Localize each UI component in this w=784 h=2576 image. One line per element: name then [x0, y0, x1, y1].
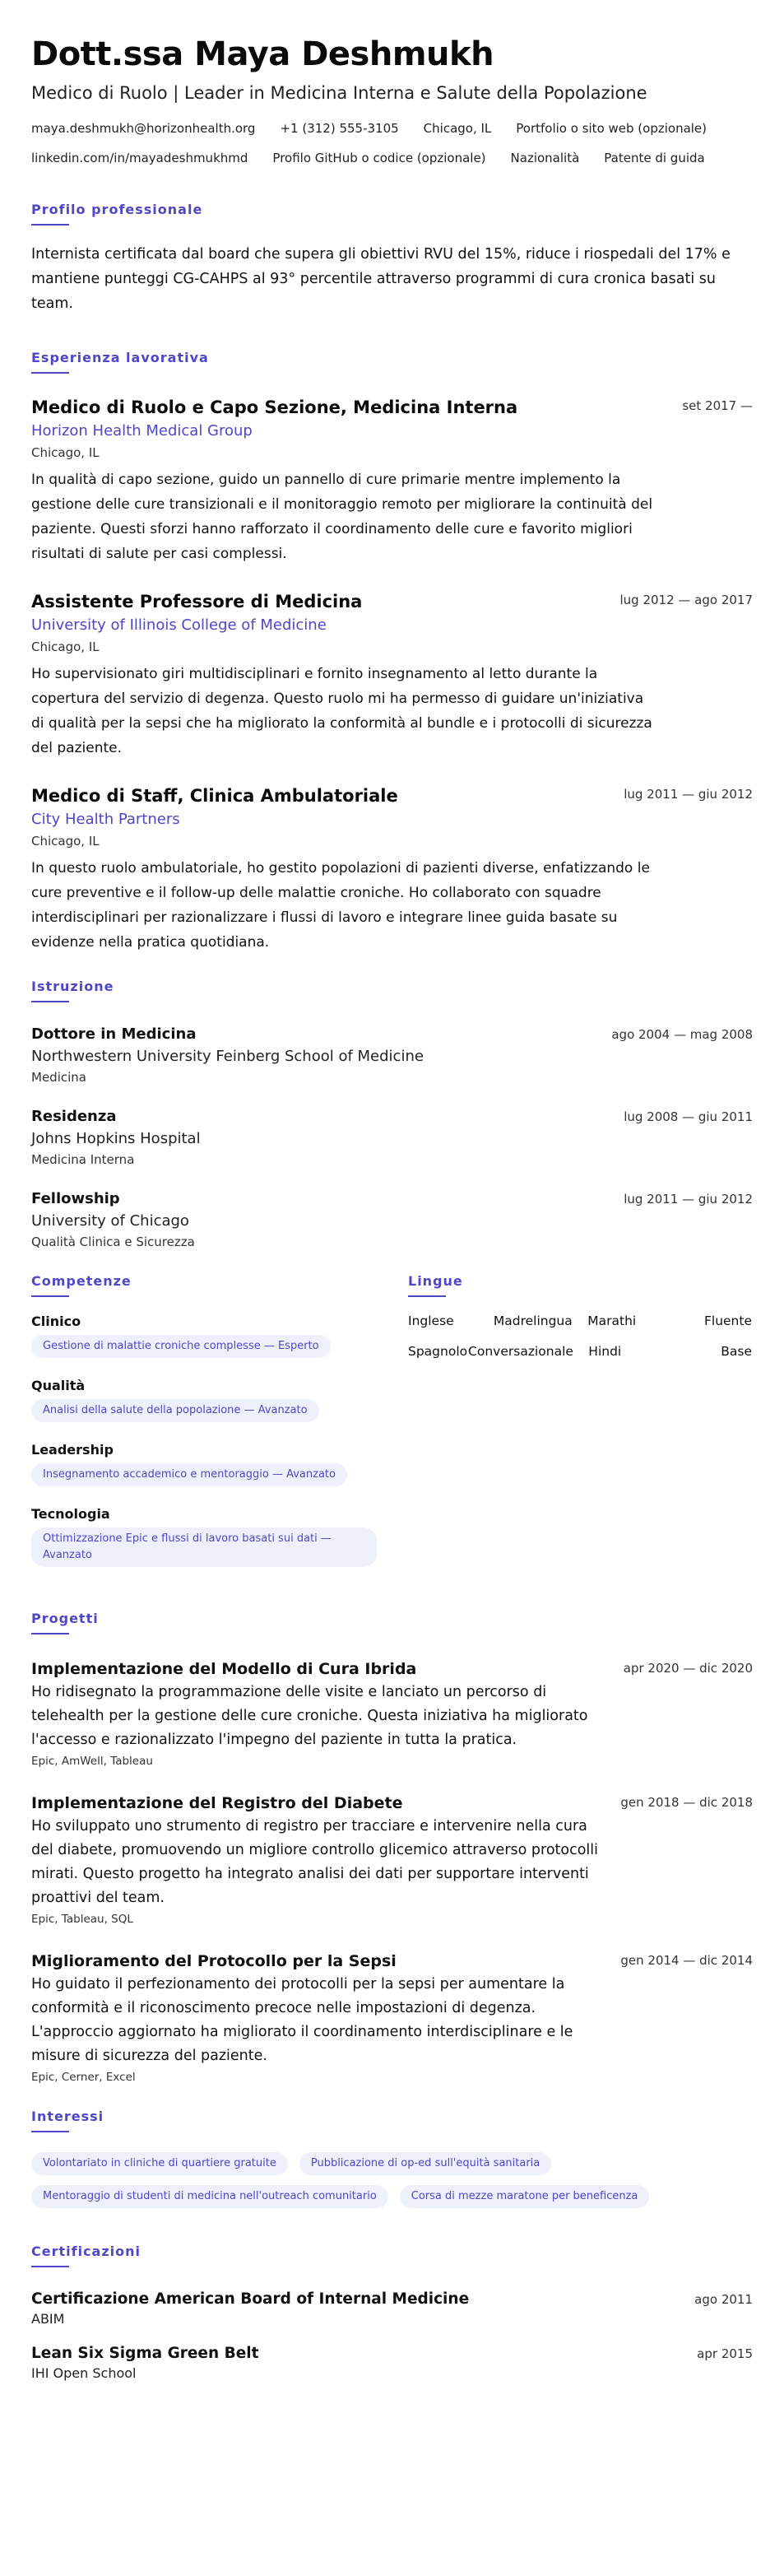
experience-entry: [31, 783, 753, 955]
section-title: Istruzione: [31, 979, 114, 994]
certification-date: ago 2011: [694, 2292, 753, 2307]
interests-section: [31, 2108, 753, 2218]
education-dates: lug 2008 — giu 2011: [624, 1109, 753, 1124]
contact-email[interactable]: maya.deshmukh@horizonhealth.org: [31, 121, 256, 136]
language-level: Base: [721, 1344, 752, 1359]
skill-group: [31, 1440, 408, 1486]
section-title: Lingue: [408, 1273, 463, 1289]
job-title: Assistente Professore di Medicina: [31, 592, 363, 611]
employer: University of Illinois College of Medicine: [31, 616, 327, 634]
languages-section: [408, 1272, 752, 1585]
certification-entry: [31, 2289, 753, 2328]
section-rule: [31, 2131, 69, 2132]
project-entry: [31, 1658, 753, 1770]
project-description: Ho sviluppato uno strumento di registro per tracciare e intervenire nella cura del diabete, promuovendo un migliore controllo glicemico attraverso protocolli mirati. Questo progetto ha integrato analisi dei dati per supportare interventi proattivi del team.: [31, 1818, 599, 1906]
field-of-study: Qualità Clinica e Sicurezza: [31, 1235, 195, 1249]
education-entry: [31, 1188, 753, 1251]
job-dates: lug 2012 — ago 2017: [619, 593, 753, 607]
language-level: Conversazionale: [468, 1344, 573, 1359]
project-dates: gen 2014 — dic 2014: [620, 1953, 753, 1968]
job-dates: lug 2011 — giu 2012: [624, 787, 753, 802]
job-title: Medico di Ruolo e Capo Sezione, Medicina Interna: [31, 398, 518, 417]
section-title: Progetti: [31, 1611, 99, 1626]
job-description: Ho supervisionato giri multidisciplinari e fornito insegnamento al letto durante la copertura del servizio di degenza. Questo ruolo mi ha permesso di guidare un'iniziativa di qualità per la sepsi che ha migliorato la conformità al bundle e i protocolli di sicurezza del paziente.: [31, 666, 652, 756]
certification-issuer: ABIM: [31, 2311, 65, 2327]
resume-header: [31, 33, 753, 179]
skill-category: Clinico: [31, 1314, 81, 1329]
education-section: [31, 978, 753, 1251]
section-title: Interessi: [31, 2109, 104, 2124]
section-rule: [408, 1295, 446, 1297]
project-title: Implementazione del Registro del Diabete: [31, 1794, 403, 1812]
education-entry: [31, 1106, 753, 1169]
education-dates: lug 2011 — giu 2012: [624, 1192, 753, 1207]
interest-chip: Corsa di mezze maratone per beneficenza: [400, 2185, 650, 2208]
field-of-study: Medicina Interna: [31, 1152, 135, 1167]
institution: Johns Hopkins Hospital: [31, 1130, 201, 1147]
language-name: Spagnolo: [408, 1344, 468, 1359]
interest-chip: Volontariato in cliniche di quartiere gratuite: [31, 2152, 288, 2175]
interest-chip: Mentoraggio di studenti di medicina nell'outreach comunitario: [31, 2185, 388, 2208]
section-rule: [31, 1295, 69, 1297]
job-dates: set 2017 —: [682, 398, 753, 413]
contact-list: [31, 120, 753, 179]
institution: University of Chicago: [31, 1212, 189, 1230]
experience-section: [31, 349, 753, 955]
certification-issuer: IHI Open School: [31, 2365, 137, 2381]
project-title: Miglioramento del Protocollo per la Sepsi: [31, 1952, 397, 1970]
skills-section: [31, 1272, 408, 1585]
skill-chip: Gestione di malattie croniche complesse — Esperto: [31, 1335, 331, 1358]
job-location: Chicago, IL: [31, 834, 100, 849]
field-of-study: Medicina: [31, 1070, 86, 1085]
language-level: Madrelingua: [493, 1314, 573, 1328]
certifications-section: [31, 2243, 753, 2383]
skill-category: Qualità: [31, 1378, 86, 1393]
institution: Northwestern University Feinberg School of Medicine: [31, 1048, 424, 1065]
degree: Residenza: [31, 1108, 117, 1125]
profile-summary: Internista certificata dal board che supera gli obiettivi RVU del 15%, riduce i riospedali del 17% e mantiene punteggi CG-CAHPS al 93° percentile attraverso programmi di cura cronica basati su team.: [31, 246, 731, 312]
skill-category: Leadership: [31, 1442, 114, 1458]
section-rule: [31, 224, 69, 226]
interest-chips: [31, 2152, 753, 2218]
language-name: Marathi: [587, 1314, 637, 1328]
section-rule: [31, 1001, 69, 1002]
section-title: Competenze: [31, 1273, 132, 1289]
skills-languages-row: [31, 1272, 753, 1585]
employer: Horizon Health Medical Group: [31, 422, 253, 439]
section-title: Certificazioni: [31, 2244, 141, 2259]
contact-github[interactable]: Profilo GitHub o codice (opzionale): [272, 151, 486, 165]
section-rule: [31, 372, 69, 374]
section-rule: [31, 1633, 69, 1634]
full-name: Dott.ssa Maya Deshmukh: [31, 35, 494, 73]
contact-portfolio[interactable]: Portfolio o sito web (opzionale): [516, 121, 707, 136]
language-name: Inglese: [408, 1314, 454, 1328]
contact-linkedin[interactable]: linkedin.com/in/mayadeshmukhmd: [31, 151, 248, 165]
certification-title: Certificazione American Board of Internal Medicine: [31, 2290, 470, 2308]
degree: Dottore in Medicina: [31, 1025, 197, 1043]
section-title: Profilo professionale: [31, 202, 203, 217]
contact-license: Patente di guida: [604, 151, 705, 165]
project-entry: [31, 1792, 753, 1928]
project-technologies: Epic, AmWell, Tableau: [31, 1755, 153, 1768]
skill-group: [31, 1376, 408, 1422]
employer: City Health Partners: [31, 811, 180, 828]
skill-chip: Ottimizzazione Epic e flussi di lavoro basati sui dati — Avanzato: [31, 1527, 377, 1567]
contact-nationality: Nazionalità: [510, 151, 580, 165]
project-technologies: Epic, Cerner, Excel: [31, 2071, 136, 2084]
education-entry: [31, 1024, 753, 1086]
headline: Medico di Ruolo | Leader in Medicina Interna e Salute della Popolazione: [31, 83, 647, 103]
project-description: Ho guidato il perfezionamento dei protocolli per la sepsi per aumentare la conformità e il riconoscimento precoce nelle impostazioni di degenza. L'approccio aggiornato ha migliorato il coordinamento interdisciplinare e le misure di sicurezza del paziente.: [31, 1976, 573, 2064]
job-description: In qualità di capo sezione, guido un pannello di cure primarie mentre implemento la gestione delle cure transizionali e il monitoraggio remoto per migliorare la continuità del paziente. Questi sforzi hanno rafforzato il coordinamento delle cure e favorito migliori risultati di salute per casi complessi.: [31, 472, 653, 562]
skill-chip: Analisi della salute della popolazione — Avanzato: [31, 1399, 319, 1422]
project-dates: apr 2020 — dic 2020: [623, 1661, 753, 1676]
section-rule: [31, 2266, 69, 2267]
degree: Fellowship: [31, 1190, 120, 1207]
project-dates: gen 2018 — dic 2018: [620, 1795, 753, 1810]
language-row: [408, 1312, 752, 1330]
language-name: Hindi: [588, 1344, 622, 1359]
experience-entry: [31, 395, 753, 566]
projects-section: [31, 1610, 753, 2086]
job-location: Chicago, IL: [31, 445, 100, 460]
skill-chip: Insegnamento accademico e mentoraggio — Avanzato: [31, 1463, 347, 1486]
contact-location: Chicago, IL: [423, 121, 492, 136]
job-title: Medico di Staff, Clinica Ambulatoriale: [31, 786, 398, 806]
certification-entry: [31, 2343, 753, 2383]
interest-chip: Pubblicazione di op-ed sull'equità sanitaria: [299, 2152, 551, 2175]
certification-title: Lean Six Sigma Green Belt: [31, 2345, 259, 2362]
skill-category: Tecnologia: [31, 1506, 110, 1522]
language-row: [408, 1342, 752, 1360]
skill-group: [31, 1504, 408, 1567]
job-description: In questo ruolo ambulatoriale, ho gestito popolazioni di pazienti diverse, enfatizzando le cure preventive e il follow-up delle malattie croniche. Ho collaborato con squadre interdisciplinari per razionalizzare i flussi di lavoro e integrare linee guida basate su evidenze nella pratica quotidiana.: [31, 860, 650, 951]
project-description: Ho ridisegnato la programmazione delle visite e lanciato un percorso di telehealth per la gestione delle cure croniche. Questa iniziativa ha migliorato l'accesso e razionalizzato l'impegno del paziente in tutta la pratica.: [31, 1684, 588, 1748]
experience-entry: [31, 589, 753, 760]
project-entry: [31, 1950, 753, 2086]
job-location: Chicago, IL: [31, 639, 100, 654]
education-dates: ago 2004 — mag 2008: [611, 1027, 753, 1042]
project-title: Implementazione del Modello di Cura Ibrida: [31, 1660, 417, 1678]
certification-date: apr 2015: [697, 2346, 753, 2361]
language-level: Fluente: [703, 1314, 752, 1328]
project-technologies: Epic, Tableau, SQL: [31, 1913, 133, 1926]
contact-phone[interactable]: +1 (312) 555-3105: [280, 121, 399, 136]
profile-section: [31, 201, 753, 316]
section-title: Esperienza lavorativa: [31, 350, 209, 365]
skill-group: [31, 1312, 408, 1358]
